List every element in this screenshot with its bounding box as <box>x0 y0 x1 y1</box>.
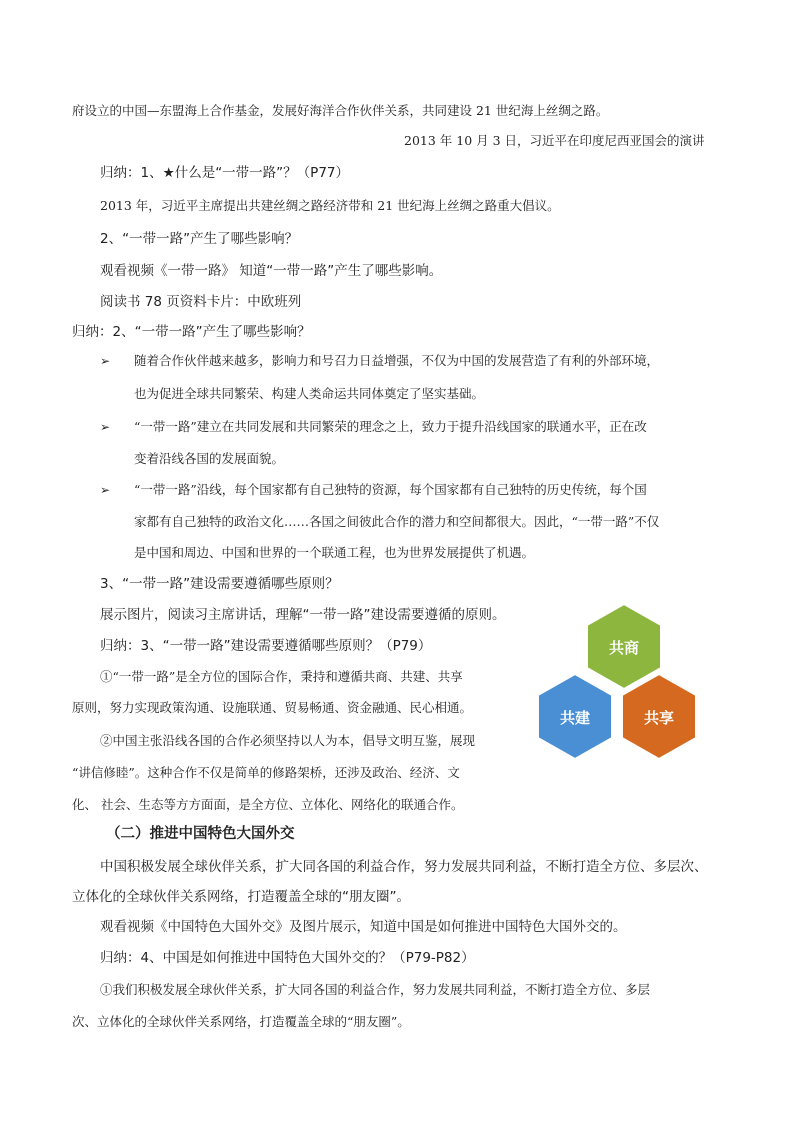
bullet-icon: ➢ <box>100 483 111 497</box>
text-line: 归纳：4、中国是如何推进中国特色大国外交的？（P79-P82） <box>100 950 475 966</box>
text-line: 归纳：3、“一带一路”建设需要遵循哪些原则？（P79） <box>100 638 432 654</box>
bullet-icon: ➢ <box>100 354 111 368</box>
text-line: ①我们积极发展全球伙伴关系，扩大同各国的利益合作，努力发展共同利益，不断打造全方位、多层 <box>100 982 651 997</box>
text-line: 化、 社会、生态等方方面面，是全方位、立体化、网络化的联通合作。 <box>72 797 464 812</box>
bullet-text: 也为促进全球共同繁荣、构建人类命运共同体奠定了坚实基础。 <box>134 386 485 401</box>
text-line: 府设立的中国—东盟海上合作基金，发展好海洋合作伙伴关系，共同建设 21 世纪海上丝绸之路。 <box>72 103 609 118</box>
bullet-icon: ➢ <box>100 420 111 434</box>
text-line: “讲信修睦”。这种合作不仅是简单的修路架桥，还涉及政治、经济、文 <box>72 765 460 780</box>
text-line: 次、立体化的全球伙伴关系网络，打造覆盖全球的“朋友圈”。 <box>72 1014 410 1029</box>
text-line: 展示图片，阅读习主席讲话，理解“一带一路”建设需要遵循的原则。 <box>100 607 506 623</box>
hex-right <box>622 674 696 759</box>
text-line: 2013 年，习近平主席提出共建丝绸之路经济带和 21 世纪海上丝绸之路重大倡议。 <box>100 198 560 213</box>
text-line: 观看视频《中国特色大国外交》及图片展示，知道中国是如何推进中国特色大国外交的。 <box>100 919 627 935</box>
principles-hexagon-diagram <box>530 598 730 768</box>
hex-label-gongxiang: 共享 <box>643 709 675 727</box>
bullet-text: 是中国和周边、中国和世界的一个联通工程，也为世界发展提供了机遇。 <box>134 545 535 560</box>
text-line: 归纳：2、“一带一路”产生了哪些影响？ <box>72 324 311 340</box>
hex-label-gongshang: 共商 <box>608 639 640 657</box>
bullet-text: 家都有自己独特的政治文化……各国之间彼此合作的潜力和空间都很大。因此，“一带一路”不仅 <box>134 514 660 529</box>
hex-label-gongjian: 共建 <box>559 709 591 727</box>
text-line: 阅读书 78 页资料卡片：中欧班列 <box>100 294 302 310</box>
text-line: 原则，努力实现政策沟通、设施联通、贸易畅通、资金融通、民心相通。 <box>72 700 473 715</box>
text-line: 立体化的全球伙伴关系网络，打造覆盖全球的“朋友圈”。 <box>72 889 410 905</box>
hex-left <box>538 674 612 759</box>
text-line: ①“一带一路”是全方位的国际合作，秉持和遵循共商、共建、共享 <box>100 669 463 684</box>
text-line: 中国积极发展全球伙伴关系，扩大同各国的利益合作，努力发展共同利益，不断打造全方位、多层次、 <box>100 859 708 875</box>
hex-top <box>587 604 661 689</box>
bullet-text: “一带一路”沿线，每个国家都有自己独特的资源，每个国家都有自己独特的历史传统，每个国 <box>134 482 647 497</box>
text-line: 3、“一带一路”建设需要遵循哪些原则？ <box>100 576 339 592</box>
text-line: 归纳：1、★什么是“一带一路”？（P77） <box>100 165 349 181</box>
text-line: 2、“一带一路”产生了哪些影响？ <box>100 231 299 247</box>
bullet-text: “一带一路”建立在共同发展和共同繁荣的理念之上，致力于提升沿线国家的联通水平，正在改 <box>134 419 647 434</box>
section-heading: （二）推进中国特色大国外交 <box>106 826 295 842</box>
bullet-text: 变着沿线各国的发展面貌。 <box>134 451 285 466</box>
citation-line: 2013 年 10 月 3 日，习近平在印度尼西亚国会的演讲 <box>404 133 705 148</box>
bullet-text: 随着合作伙伴越来越多，影响力和号召力日益增强，不仅为中国的发展营造了有利的外部环境， <box>134 353 660 368</box>
text-line: 观看视频《一带一路》 知道“一带一路”产生了哪些影响。 <box>100 263 443 279</box>
text-line: ②中国主张沿线各国的合作必须坚持以人为本，倡导文明互鉴，展现 <box>100 733 476 748</box>
